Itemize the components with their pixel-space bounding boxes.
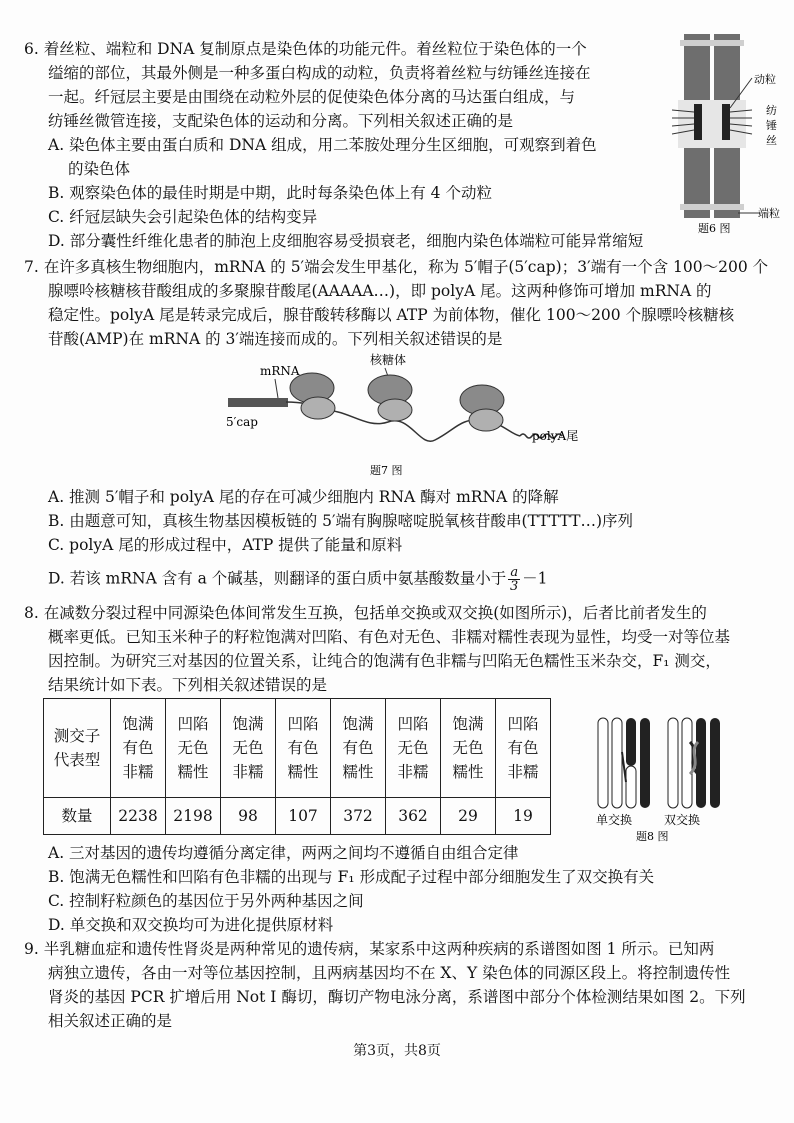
- q7-option-a: A. 推测 5′帽子和 polyA 尾的存在可减少细胞内 RNA 酶对 mRNA 的降解: [48, 488, 559, 506]
- q8-stem-line-3: 因控制。为研究三对基因的位置关系，让纯合的饱满有色非糯与凹陷无色糯性玉米杂交，F₁ 测交，: [48, 652, 721, 670]
- kinetochore-right: [722, 104, 730, 140]
- table-header-phenotype: 测交子 代表型: [44, 699, 111, 798]
- table-cell-phenotype-2: 凹陷 无色 糯性: [166, 699, 221, 798]
- table-cell-phenotype-4: 凹陷 有色 糯性: [276, 699, 331, 798]
- q7-stem-line-1: 7. 在许多真核生物细胞内，mRNA 的 5′端会发生甲基化，称为 5′帽子(5′cap)；3′端有一个含 100～200 个: [24, 258, 769, 276]
- q6-option-a: A. 染色体主要由蛋白质和 DNA 组成，用二苯胺处理分生区细胞，可观察到着色: [48, 136, 597, 154]
- ribosome-3: [460, 385, 504, 431]
- q8-option-d: D. 单交换和双交换均可为进化提供原材料: [48, 916, 334, 934]
- double-crossover: [668, 718, 720, 808]
- kinetochore-left: [694, 104, 702, 140]
- q9-stem-line-1: 9. 半乳糖血症和遗传性肾炎是两种常见的遗传病，某家系中这两种疾病的系谱图如图 1 所示。已知两: [24, 940, 715, 958]
- q8-figure-caption: 题8 图: [636, 830, 669, 843]
- q7-mrna-figure: [220, 348, 600, 480]
- centromere-region: [678, 100, 746, 148]
- q8-option-c: C. 控制籽粒颜色的基因位于另外两种基因之间: [48, 892, 364, 910]
- table-cell-count-2: 2198: [166, 798, 221, 835]
- fraction-a-over-3: $\frac{a}{3}$: [510, 565, 519, 594]
- label-ribosome: 核糖体: [370, 353, 407, 367]
- table-cell-count-7: 29: [441, 798, 496, 835]
- q6-option-b: B. 观察染色体的最佳时期是中期，此时每条染色体上有 4 个动粒: [48, 184, 492, 202]
- q6-stem-line-3: 一起。纤冠层主要是由围绕在动粒外层的促使染色体分离的马达蛋白组成，与: [48, 88, 576, 106]
- q7-figure-caption: 题7 图: [370, 464, 403, 477]
- table-cell-count-8: 19: [496, 798, 551, 835]
- q6-stem-line-4: 纺锤丝微管连接，支配染色体的运动和分离。下列相关叙述正确的是: [48, 112, 514, 130]
- q7-stem-line-2: 腺嘌呤核糖核苷酸组成的多聚腺苷酸尾(AAAAA…)，即 polyA 尾。这两种修饰可增加 mRNA 的: [48, 282, 712, 300]
- label-polya: polyA尾: [532, 429, 579, 443]
- q7-stem-line-4: 苷酸(AMP)在 mRNA 的 3′端连接而成的。下列相关叙述错误的是: [48, 330, 503, 348]
- q7-option-d: [48, 566, 547, 593]
- q9-stem-line-2: 病独立遗传，各由一对等位基因控制，且两病基因均不在 X、Y 染色体的同源区段上。将控制遗传性: [48, 964, 731, 982]
- table-cell-phenotype-3: 饱满 无色 非糯: [221, 699, 276, 798]
- q6-option-a-cont: 的染色体: [68, 160, 131, 178]
- table-cell-phenotype-1: 饱满 有色 非糯: [111, 699, 166, 798]
- q7-option-d-text: D. 若该 mRNA 含有 a 个碱基，则翻译的蛋白质中氨基酸数量小于: [48, 569, 507, 588]
- table-header-count: 数量: [44, 798, 111, 835]
- q7-option-d-suffix: －1: [522, 569, 548, 588]
- q6-stem-line-2: 缢缩的部位，其最外侧是一种多蛋白构成的动粒，负责将着丝粒与纺锤丝连接在: [48, 64, 591, 82]
- label-double-crossover: 双交换: [664, 813, 701, 827]
- ribosome-2: [368, 375, 412, 421]
- table-cell-count-3: 98: [221, 798, 276, 835]
- q6-figure-caption: 题6 图: [698, 222, 731, 235]
- q6-option-c: C. 纤冠层缺失会引起染色体的结构变异: [48, 208, 318, 226]
- label-kinetochore: 动粒: [754, 73, 776, 86]
- label-5cap: 5′cap: [226, 415, 258, 429]
- table-cell-count-6: 362: [386, 798, 441, 835]
- q8-stem-line-4: 结果统计如下表。下列相关叙述错误的是: [48, 676, 328, 694]
- q7-option-b: B. 由题意可知，真核生物基因模板链的 5′端有胸腺嘧啶脱氧核苷酸串(TTTTT…)序列: [48, 512, 633, 530]
- q6-chromosome-figure: [672, 30, 790, 236]
- q9-stem-line-3: 肾炎的基因 PCR 扩增后用 Not Ⅰ 酶切，酶切产物电泳分离，系谱图中部分个体检测结果如图 2。下列: [48, 988, 746, 1006]
- q8-crossover-figure: [586, 712, 736, 844]
- label-mrna: mRNA: [260, 364, 300, 378]
- table-cell-phenotype-5: 饱满 有色 糯性: [331, 699, 386, 798]
- q6-option-d: D. 部分囊性纤维化患者的肺泡上皮细胞容易受损衰老，细胞内染色体端粒可能异常缩短: [48, 232, 644, 250]
- label-spindle-1: 纺: [766, 104, 777, 117]
- page-number-footer: 第3页，共8页: [353, 1043, 441, 1059]
- q8-stem-line-1: 8. 在减数分裂过程中同源染色体间常发生互换，包括单交换或双交换(如图所示)，后者比前者发生的: [24, 604, 707, 622]
- q8-option-a: A. 三对基因的遗传均遵循分离定律，两两之间均不遵循自由组合定律: [48, 844, 519, 862]
- cap-segment: [228, 398, 288, 407]
- q7-stem-line-3: 稳定性。polyA 尾是转录完成后，腺苷酸转移酶以 ATP 为前体物，催化 100～200 个腺嘌呤核糖核: [48, 306, 735, 324]
- label-single-crossover: 单交换: [596, 813, 633, 827]
- table-cell-phenotype-8: 凹陷 有色 非糯: [496, 699, 551, 798]
- label-spindle-2: 锤: [766, 119, 777, 132]
- table-row-phenotype: [44, 699, 551, 798]
- q7-option-c: C. polyA 尾的形成过程中，ATP 提供了能量和原料: [48, 536, 403, 554]
- label-spindle-3: 丝: [766, 134, 777, 147]
- label-telomere: 端粒: [758, 207, 780, 220]
- q6-stem-line-1: 6. 着丝粒、端粒和 DNA 复制原点是染色体的功能元件。着丝粒位于染色体的一个: [24, 40, 587, 58]
- table-cell-phenotype-7: 饱满 无色 糯性: [441, 699, 496, 798]
- q9-stem-line-4: 相关叙述正确的是: [48, 1012, 173, 1030]
- table-cell-count-5: 372: [331, 798, 386, 835]
- q8-stem-line-2: 概率更低。已知玉米种子的籽粒饱满对凹陷、有色对无色、非糯对糯性表现为显性，均受一对等位基: [48, 628, 731, 646]
- ribosome-1: [290, 373, 335, 419]
- table-cell-phenotype-6: 凹陷 无色 非糯: [386, 699, 441, 798]
- table-row-count: [44, 798, 551, 835]
- table-cell-count-1: 2238: [111, 798, 166, 835]
- single-crossover: [598, 718, 650, 808]
- testcross-results-table: [43, 698, 551, 835]
- table-cell-count-4: 107: [276, 798, 331, 835]
- q8-option-b: B. 饱满无色糯性和凹陷有色非糯的出现与 F₁ 形成配子过程中部分细胞发生了双交换有关: [48, 868, 655, 886]
